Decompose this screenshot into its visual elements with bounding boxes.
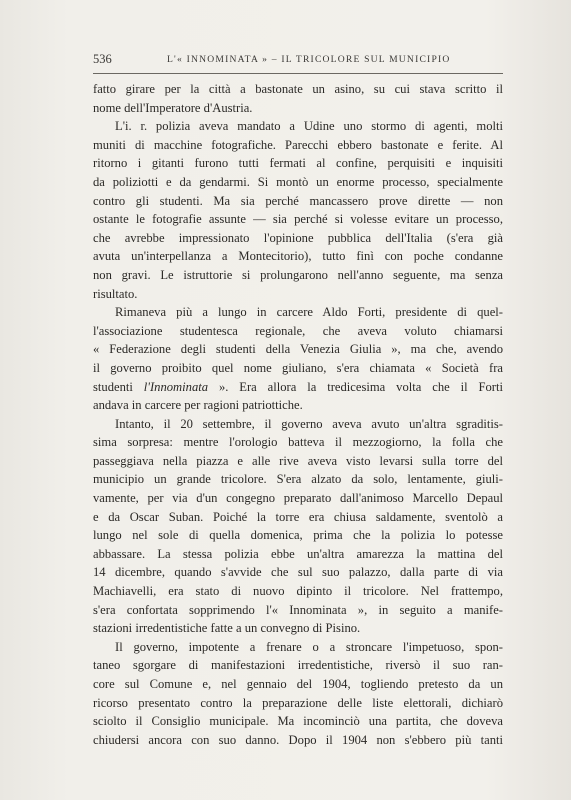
text-line: da poliziotti e da gendarmi. Si montò un enorme processo, specialmente xyxy=(93,174,503,189)
body-text xyxy=(93,80,503,749)
text-line: nome dell'Imperatore d'Austria. xyxy=(93,100,253,115)
text-line: Machiavelli, era stato di nuovo dipinto il tricolore. Nel frattempo, xyxy=(93,584,503,599)
text-line: s'era confortata sopprimendo l'« Innominata », in seguito a manife- xyxy=(93,602,503,617)
text-line: lungo nel sole di quella domenica, prima che la polizia lo potesse xyxy=(93,528,503,543)
text-line: contro gli studenti. Ma sia perché mancassero prove dirette — non xyxy=(93,193,503,208)
text-line: sciolto il Consiglio municipale. Ma incominciò una partita, che doveva xyxy=(93,714,503,729)
text-line: muniti di macchine fotografiche. Parecchi ebbero bastonate e ferite. Al xyxy=(93,137,503,152)
text-line: chiudersi ancora con suo danno. Dopo il 1904 non s'ebbero più tanti xyxy=(93,732,503,747)
text-line: abbassare. La stessa polizia ebbe un'altra amarezza la mattina del xyxy=(93,546,503,561)
text-line: « Federazione degli studenti della Venezia Giulia », ma che, avendo xyxy=(93,342,503,357)
text-line: andava in carcere per ragioni patriottiche. xyxy=(93,398,303,413)
text-line: studenti l'Innominata ». Era allora la tredicesima volta che il Forti xyxy=(93,379,503,394)
text-line: sima sorpresa: mentre l'orologio batteva il mezzogiorno, la folla che xyxy=(93,435,503,450)
text-line: taneo sgorgare di manifestazioni irredentistiche, riversò il suo ran- xyxy=(93,658,503,673)
text-line: core sul Comune e, nel gennaio del 1904, togliendo pretesto da un xyxy=(93,677,503,691)
text-line: il governo proibito quel nome giuliano, s'era chiamata « Società fra xyxy=(93,360,503,375)
page-header xyxy=(93,52,503,68)
text-line: avuta un'interpellanza a Montecitorio), tutto finì con poche condanne xyxy=(93,249,503,264)
running-title: L'« INNOMINATA » – IL TRICOLORE SUL MUNICIPIO xyxy=(167,54,451,65)
text-line: ricorso presentato contro la preparazione delle liste elettorali, dichiarò xyxy=(93,695,503,710)
text-line: l'associazione studentesca regionale, che aveva voluto chiamarsi xyxy=(93,323,503,338)
text-line: e da Oscar Suban. Poiché la torre era chiusa saldamente, sventolò a xyxy=(93,509,503,524)
text-line: passeggiava nella piazza e alle rive aveva visto levarsi sulla torre del xyxy=(93,453,503,468)
text-line: non gravi. Le istruttorie si prolungarono nell'anno seguente, ma senza xyxy=(93,267,503,282)
text-line: vamente, per via d'un congegno preparato dall'animoso Marcello Depaul xyxy=(93,491,503,506)
text-line: municipio un grande tricolore. S'era alzato da solo, lentamente, giuli- xyxy=(93,472,503,487)
text-line: 14 dicembre, quando s'avvide che sul suo palazzo, dalla parte di via xyxy=(93,565,503,580)
text-line: Intanto, il 20 settembre, il governo aveva avuto un'altra sgraditis- xyxy=(115,416,503,431)
text-line: stazioni irredentistiche fatte a un convegno di Pisino. xyxy=(93,621,361,636)
text-line: che avrebbe impressionato l'opinione pubblica dell'Italia (s'era già xyxy=(93,230,503,245)
page-number: 536 xyxy=(93,52,112,66)
text-line: Rimaneva più a lungo in carcere Aldo Forti, presidente di quel- xyxy=(115,305,503,320)
header-rule xyxy=(93,73,503,74)
text-line: L'i. r. polizia aveva mandato a Udine uno stormo di agenti, molti xyxy=(115,119,503,134)
text-line: risultato. xyxy=(93,286,138,301)
text-line: ostante le fotografie assunte — sia perché si volesse evitare un processo, xyxy=(93,212,503,227)
text-line: ritorno i gitanti furono tutti fermati al confine, perquisiti e inquisiti xyxy=(93,156,503,171)
text-line: fatto girare per la città a bastonate un asino, su cui stava scritto il xyxy=(93,82,503,96)
text-line: Il governo, impotente a frenare o a stroncare l'impetuoso, spon- xyxy=(115,639,503,654)
